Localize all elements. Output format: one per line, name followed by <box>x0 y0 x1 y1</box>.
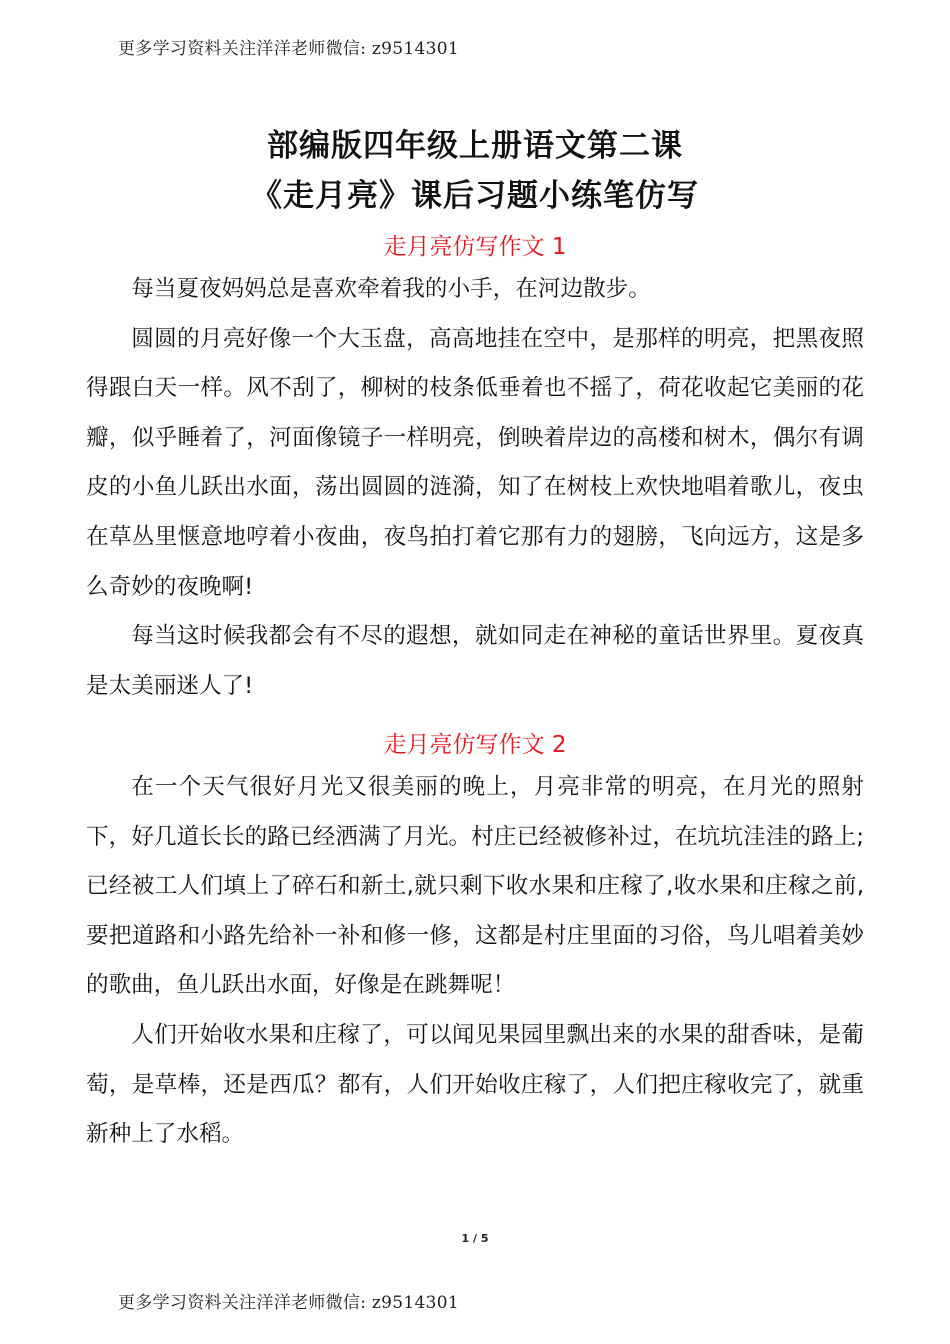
document-title-line1: 部编版四年级上册语文第二课 <box>267 128 683 164</box>
page-number: 1 / 5 <box>461 1232 489 1245</box>
document-title-line2: 《走月亮》课后习题小练笔仿写 <box>251 178 699 214</box>
essay1-paragraph: 每当这时候我都会有不尽的遐想，就如同走在神秘的童话世界里。夏夜真是太美丽迷人了! <box>86 623 864 699</box>
essay1-paragraph: 每当夏夜妈妈总是喜欢牵着我的小手，在河边散步。 <box>131 276 651 302</box>
essay2-paragraph: 人们开始收水果和庄稼了，可以闻见果园里飘出来的水果的甜香味，是葡萄，是草棒，还是西瓜？都有，人们开始收庄稼了，人们把庄稼收完了，就重新种上了水稻。 <box>86 1021 864 1148</box>
footer-note: 更多学习资料关注洋洋老师微信: z9514301 <box>118 1293 459 1313</box>
essay1-paragraph: 圆圆的月亮好像一个大玉盘，高高地挂在空中，是那样的明亮，把黑夜照得跟白天一样。风不刮了，柳树的枝条低垂着也不摇了，荷花收起它美丽的花瓣，似乎睡着了，河面像镜子一样明亮，倒映着岸边的高楼和树木，偶尔有调皮的小鱼儿跃出水面，荡出圆圆的涟漪，知了在树枝上欢快地唱着歌儿，夜虫在草丛里惬意地哼着小夜曲，夜鸟拍打着它那有力的翅膀，飞向远方，这是多么奇妙的夜晚啊! <box>86 325 864 600</box>
header-note: 更多学习资料关注洋洋老师微信: z9514301 <box>118 39 459 59</box>
essay1-heading: 走月亮仿写作文 1 <box>383 234 567 260</box>
essay1-body <box>86 265 864 711</box>
essay2-heading: 走月亮仿写作文 2 <box>383 732 567 758</box>
essay2-body <box>86 763 864 1160</box>
essay2-paragraph: 在一个天气很好月光又很美丽的晚上，月亮非常的明亮，在月光的照射下，好几道长长的路已经洒满了月光。村庄已经被修补过，在坑坑洼洼的路上; 已经被工人们填上了碎石和新土,就只剩下收水果和庄稼了,收水果和庄稼之前,要把道路和小路先给补一补和修一修，这都是村庄里面的习俗，鸟儿唱着美妙的歌曲，鱼儿跃出水面，好像是在跳舞呢！ <box>86 774 864 999</box>
